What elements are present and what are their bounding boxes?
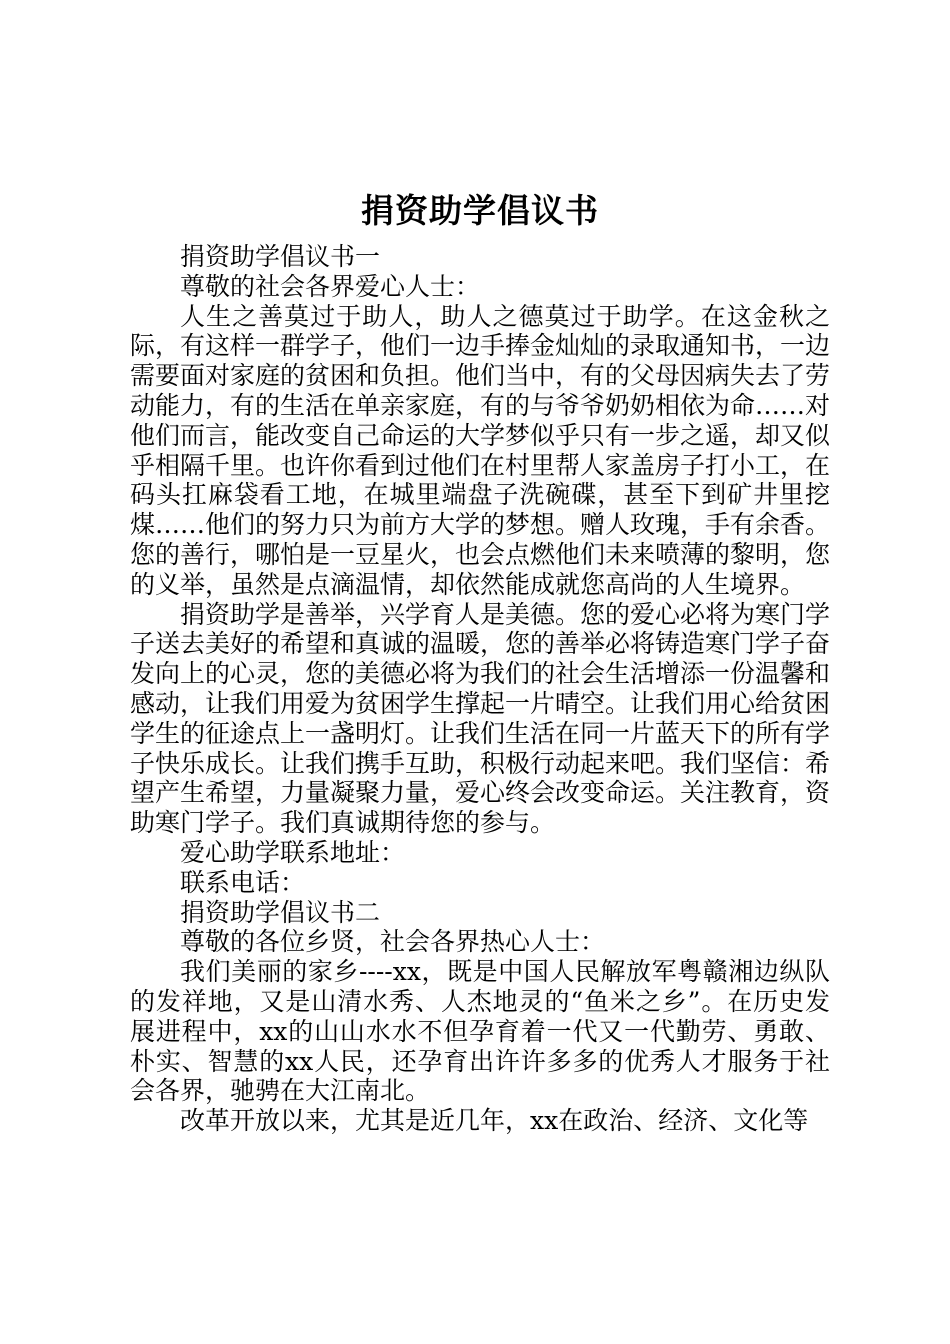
contact-address-line: 爱心助学联系地址： bbox=[180, 837, 406, 867]
body-paragraph: 改革开放以来，尤其是近几年，xx在政治、经济、文化等 bbox=[180, 1106, 809, 1136]
salutation-two: 尊敬的各位乡贤，社会各界热心人士： bbox=[180, 927, 606, 957]
heading-proposal-two: 捐资助学倡议书二 bbox=[180, 897, 381, 927]
body-paragraph: 我们美丽的家乡----xx，既是中国人民解放军粤赣湘边纵队的发祥地，又是山清水秀、人杰地灵的“鱼米之乡”。在历史发展进程中，xx的山山水水不但孕育着一代又一代勤劳、勇敢、朴实、智慧的xx人民，还孕育出许许多多的优秀人才服务于社会各界，驰骋在大江南北。 bbox=[130, 957, 830, 1106]
salutation-one: 尊敬的社会各界爱心人士： bbox=[180, 271, 481, 301]
document-body bbox=[130, 186, 830, 1136]
document-title: 捐资助学倡议书 bbox=[361, 191, 599, 230]
heading-proposal-one: 捐资助学倡议书一 bbox=[180, 242, 381, 271]
body-paragraph: 人生之善莫过于助人，助人之德莫过于助学。在这金秋之际，有这样一群学子，他们一边手捧金灿灿的录取通知书，一边需要面对家庭的贫困和负担。他们当中，有的父母因病失去了劳动能力，有的生活在单亲家庭，有的与爷爷奶奶相依为命……对他们而言，能改变自己命运的大学梦似乎只有一步之遥，却又似乎相隔千里。也许你看到过他们在村里帮人家盖房子打小工，在码头扛麻袋看工地，在城里端盘子洗碗碟，甚至下到矿井里挖煤……他们的努力只为前方大学的梦想。赠人玫瑰，手有余香。您的善行，哪怕是一豆星火，也会点燃他们未来喷薄的黎明，您的义举，虽然是点滴温情，却依然能成就您高尚的人生境界。 bbox=[130, 301, 831, 599]
contact-phone-line: 联系电话： bbox=[180, 867, 306, 897]
body-paragraph: 捐资助学是善举，兴学育人是美德。您的爱心必将为寒门学子送去美好的希望和真诚的温暖，您的善举必将铸造寒门学子奋发向上的心灵，您的美德必将为我们的社会生活增添一份温馨和感动，让我们用爱为贫困学生撑起一片晴空。让我们用心给贫困学生的征途点上一盏明灯。让我们生活在同一片蓝天下的所有学子快乐成长。让我们携手互助，积极行动起来吧。我们坚信：希望产生希望，力量凝聚力量，爱心终会改变命运。关注教育，资助寒门学子。我们真诚期待您的参与。 bbox=[130, 599, 831, 838]
